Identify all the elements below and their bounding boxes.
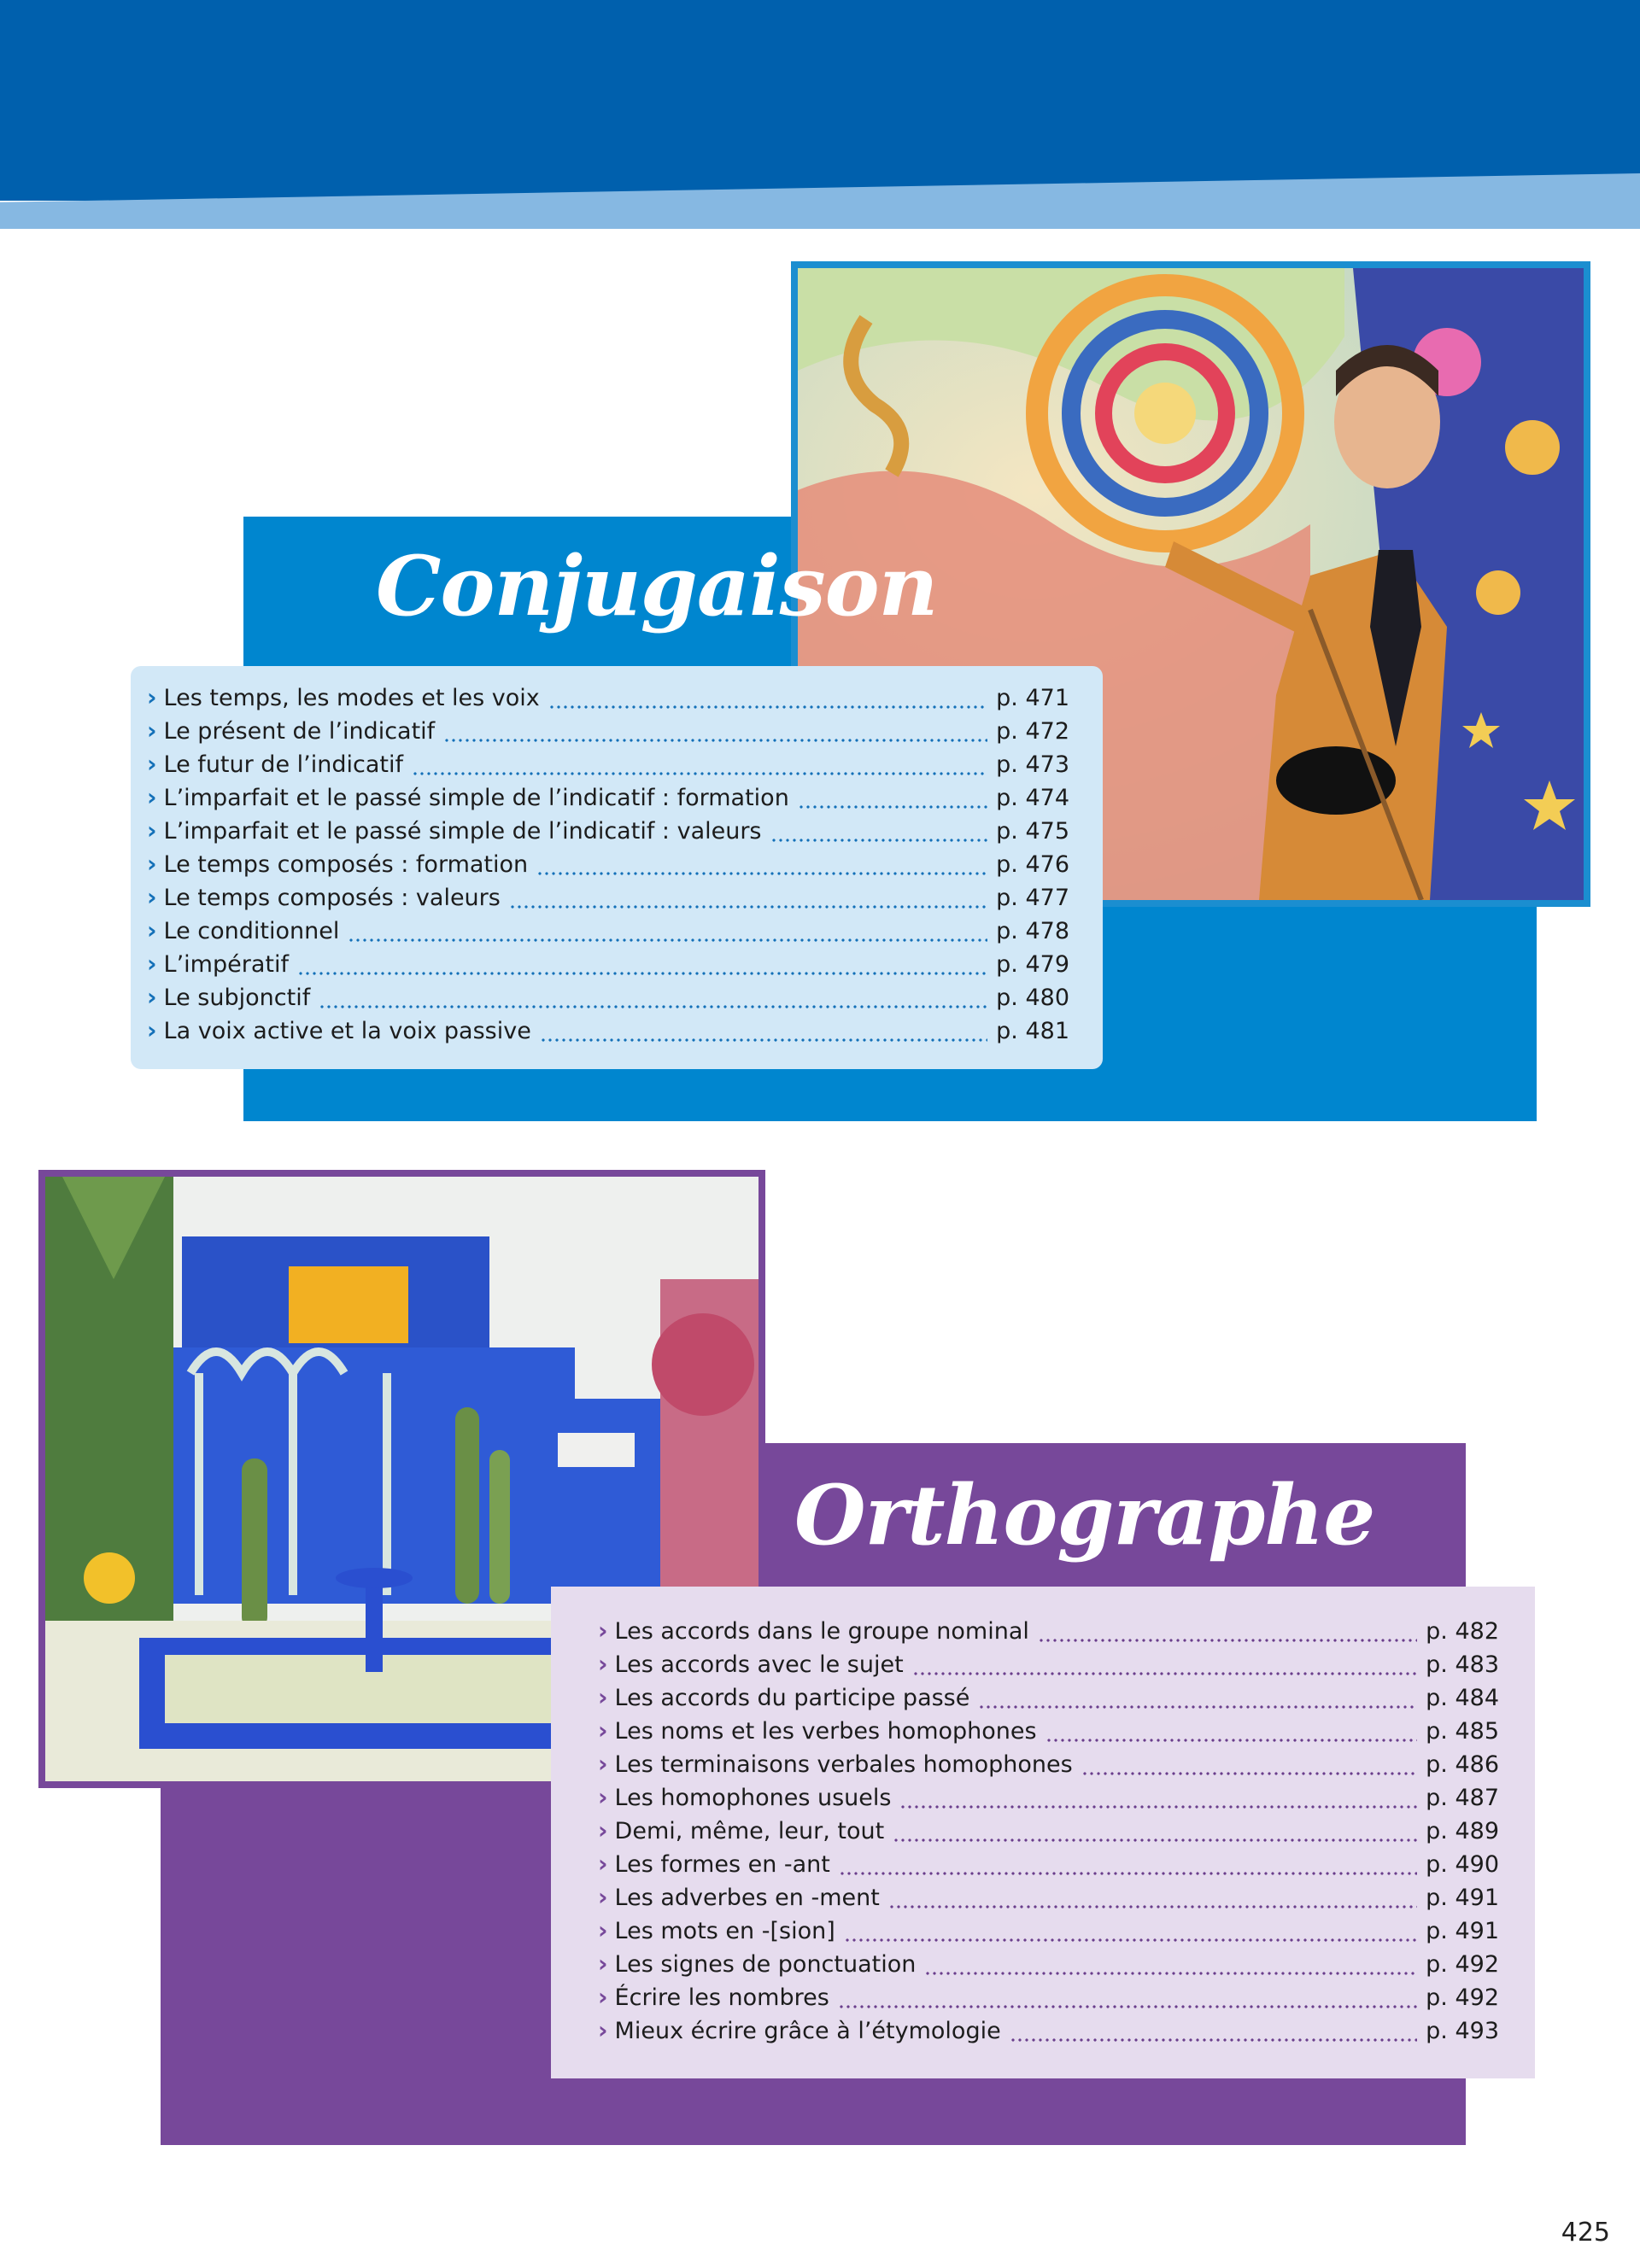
toc-entry-label: Le temps composés : formation [163, 851, 529, 878]
toc-page-ref: p. 493 [1426, 2018, 1499, 2044]
chevron-right-icon: › [598, 2016, 608, 2044]
dot-leader [1046, 1739, 1418, 1742]
toc-entry[interactable] [147, 783, 1069, 816]
toc-entry-label: Les formes en -ant [614, 1851, 830, 1878]
dot-leader [540, 1038, 987, 1042]
toc-page-ref: p. 486 [1426, 1751, 1499, 1778]
orthographe-toc-list [598, 1616, 1499, 2049]
dot-leader [893, 1838, 1417, 1842]
chevron-right-icon: › [147, 683, 157, 711]
toc-entry-label: Les temps, les modes et les voix [163, 685, 540, 711]
dot-leader [912, 1672, 1417, 1675]
dot-leader [443, 739, 987, 742]
dot-leader [348, 938, 987, 942]
chevron-right-icon: › [147, 816, 157, 845]
toc-page-ref: p. 484 [1426, 1685, 1499, 1711]
toc-entry-label: Les terminaisons verbales homophones [614, 1751, 1073, 1778]
dot-leader [1010, 2038, 1417, 2042]
toc-entry[interactable] [598, 1816, 1499, 1850]
toc-page-ref: p. 474 [996, 785, 1069, 811]
dot-leader [412, 772, 987, 775]
toc-entry[interactable] [598, 1650, 1499, 1683]
toc-entry[interactable] [598, 1783, 1499, 1816]
toc-entry-label: L’imparfait et le passé simple de l’indicatif : formation [163, 785, 789, 811]
toc-entry[interactable] [598, 1683, 1499, 1716]
toc-entry-label: Le temps composés : valeurs [163, 885, 501, 911]
toc-page-ref: p. 471 [996, 685, 1069, 711]
toc-page-ref: p. 491 [1426, 1885, 1499, 1911]
toc-entry-label: Demi, même, leur, tout [614, 1818, 885, 1844]
dot-leader [1038, 1639, 1417, 1642]
toc-entry[interactable] [147, 916, 1069, 950]
chevron-right-icon: › [598, 1750, 608, 1778]
dot-leader [509, 905, 987, 909]
chevron-right-icon: › [147, 1016, 157, 1044]
dot-leader [839, 1872, 1417, 1875]
dot-leader [1081, 1772, 1417, 1775]
chevron-right-icon: › [598, 1783, 608, 1811]
toc-page-ref: p. 476 [996, 851, 1069, 878]
header-band [0, 0, 1640, 201]
toc-entry-label: Les accords avec le sujet [614, 1651, 904, 1678]
chevron-right-icon: › [598, 1850, 608, 1878]
toc-entry[interactable] [598, 1949, 1499, 1983]
toc-entry[interactable] [147, 683, 1069, 716]
section-title-conjugaison: Conjugaison [376, 538, 938, 634]
dot-leader [924, 1972, 1417, 1975]
toc-entry-label: Les mots en -[sion] [614, 1918, 835, 1944]
dot-leader [844, 1938, 1417, 1942]
chevron-right-icon: › [598, 1949, 608, 1978]
toc-page-ref: p. 481 [996, 1018, 1069, 1044]
toc-page-ref: p. 483 [1426, 1651, 1499, 1678]
dot-leader [838, 2005, 1417, 2008]
conjugaison-toc-list [147, 683, 1069, 1049]
toc-page-ref: p. 473 [996, 751, 1069, 778]
toc-entry[interactable] [147, 716, 1069, 750]
chevron-right-icon: › [147, 983, 157, 1011]
dot-leader [297, 972, 987, 975]
toc-page-ref: p. 482 [1426, 1618, 1499, 1645]
toc-page-ref: p. 475 [996, 818, 1069, 845]
toc-page-ref: p. 485 [1426, 1718, 1499, 1745]
toc-entry-label: Le conditionnel [163, 918, 340, 944]
toc-entry-label: Le futur de l’indicatif [163, 751, 403, 778]
chevron-right-icon: › [598, 1883, 608, 1911]
toc-page-ref: p. 478 [996, 918, 1069, 944]
toc-entry-label: Les adverbes en -ment [614, 1885, 880, 1911]
toc-page-ref: p. 477 [996, 885, 1069, 911]
toc-entry-label: Le présent de l’indicatif [163, 718, 436, 745]
chevron-right-icon: › [147, 916, 157, 944]
toc-entry-label: L’imparfait et le passé simple de l’indicatif : valeurs [163, 818, 762, 845]
toc-entry[interactable] [147, 883, 1069, 916]
toc-entry[interactable] [147, 816, 1069, 850]
dot-leader [899, 1805, 1417, 1809]
dot-leader [548, 705, 987, 709]
dot-leader [978, 1705, 1417, 1709]
chevron-right-icon: › [598, 1650, 608, 1678]
toc-page-ref: p. 472 [996, 718, 1069, 745]
dot-leader [888, 1905, 1417, 1909]
toc-entry-label: Écrire les nombres [614, 1984, 829, 2011]
toc-page-ref: p. 491 [1426, 1918, 1499, 1944]
toc-page-ref: p. 492 [1426, 1984, 1499, 2011]
toc-entry-label: Les noms et les verbes homophones [614, 1718, 1037, 1745]
toc-page-ref: p. 479 [996, 951, 1069, 978]
toc-entry[interactable] [598, 1983, 1499, 2016]
chevron-right-icon: › [598, 1716, 608, 1745]
chevron-right-icon: › [598, 1616, 608, 1645]
chevron-right-icon: › [147, 783, 157, 811]
chevron-right-icon: › [598, 1916, 608, 1944]
toc-entry[interactable] [598, 1883, 1499, 1916]
chevron-right-icon: › [147, 750, 157, 778]
toc-entry-label: Le subjonctif [163, 985, 311, 1011]
chevron-right-icon: › [147, 883, 157, 911]
toc-entry[interactable] [598, 1750, 1499, 1783]
dot-leader [319, 1005, 987, 1008]
toc-page-ref: p. 487 [1426, 1785, 1499, 1811]
chevron-right-icon: › [147, 716, 157, 745]
dot-leader [770, 839, 988, 842]
toc-entry-label: L’impératif [163, 951, 289, 978]
toc-entry[interactable] [598, 1916, 1499, 1949]
toc-entry[interactable] [598, 2016, 1499, 2049]
toc-entry[interactable] [147, 950, 1069, 983]
dot-leader [536, 872, 987, 875]
toc-entry[interactable] [598, 1716, 1499, 1750]
chevron-right-icon: › [598, 1816, 608, 1844]
section-title-orthographe: Orthographe [794, 1467, 1375, 1564]
toc-entry-label: Les signes de ponctuation [614, 1951, 917, 1978]
toc-page-ref: p. 490 [1426, 1851, 1499, 1878]
page-number: 425 [1561, 2218, 1610, 2248]
toc-entry-label: Les homophones usuels [614, 1785, 892, 1811]
toc-entry[interactable] [147, 1016, 1069, 1049]
chevron-right-icon: › [598, 1683, 608, 1711]
toc-entry[interactable] [598, 1850, 1499, 1883]
chevron-right-icon: › [147, 850, 157, 878]
chevron-right-icon: › [147, 950, 157, 978]
toc-entry-label: Les accords dans le groupe nominal [614, 1618, 1029, 1645]
toc-entry-label: Mieux écrire grâce à l’étymologie [614, 2018, 1001, 2044]
dot-leader [798, 805, 987, 809]
chevron-right-icon: › [598, 1983, 608, 2011]
toc-entry[interactable] [598, 1616, 1499, 1650]
toc-page-ref: p. 489 [1426, 1818, 1499, 1844]
toc-entry[interactable] [147, 850, 1069, 883]
toc-entry-label: Les accords du participe passé [614, 1685, 970, 1711]
toc-entry[interactable] [147, 750, 1069, 783]
toc-entry[interactable] [147, 983, 1069, 1016]
toc-page-ref: p. 480 [996, 985, 1069, 1011]
toc-page-ref: p. 492 [1426, 1951, 1499, 1978]
toc-entry-label: La voix active et la voix passive [163, 1018, 531, 1044]
